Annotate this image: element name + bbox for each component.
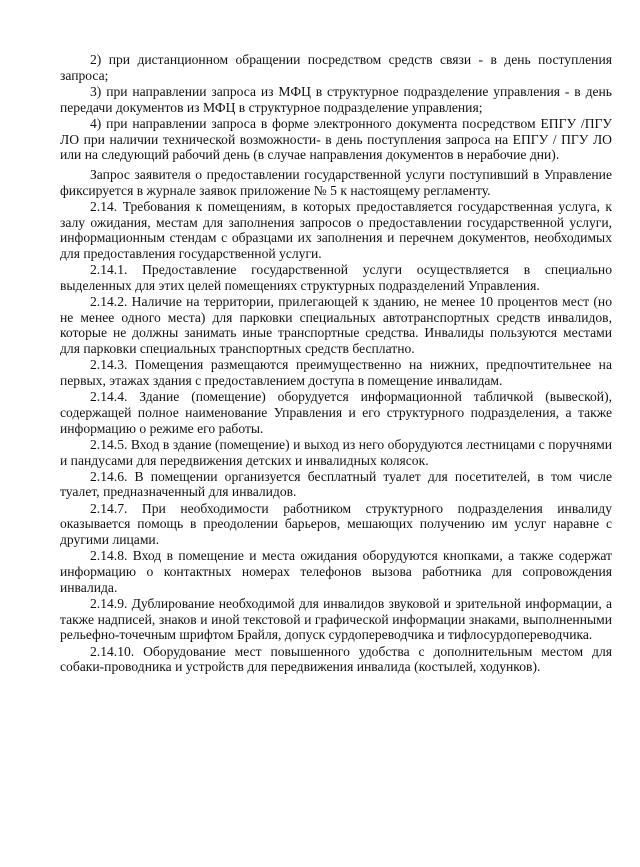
paragraph-2-14-1: 2.14.1. Предоставление государственной услуги осуществляется в специально выделенных для этих целей помещениях структурных подразделений Управления. bbox=[60, 262, 612, 293]
paragraph-2-14-7: 2.14.7. При необходимости работником структурного подразделения инвалиду оказывается помощь в преодолении барьеров, мешающих получению им услуг наравне с другими лицами. bbox=[60, 500, 612, 548]
paragraph-remote-request: 2) при дистанционном обращении посредством средств связи - в день поступления запроса; bbox=[60, 52, 612, 83]
paragraph-2-14-3: 2.14.3. Помещения размещаются преимущественно на нижних, предпочтительнее на первых, этажах здания с предоставлением доступа в помещение инвалидам. bbox=[60, 357, 612, 389]
paragraph-mfc-request: 3) при направлении запроса из МФЦ в структурное подразделение управления - в день передачи документов из МФЦ в структурное подразделение управления; bbox=[60, 83, 612, 115]
paragraph-2-14-9: 2.14.9. Дублирование необходимой для инвалидов звуковой и зрительной информации, а также надписей, знаков и иной текстовой и графической информации знаками, выполненными рельефно-точечным шрифтом Брайля, допуск сурдопереводчика и тифлосурдопереводчика. bbox=[60, 595, 612, 643]
document-page bbox=[60, 52, 612, 675]
paragraph-2-14-6: 2.14.6. В помещении организуется бесплатный туалет для посетителей, в том числе туалет, предназначенный для инвалидов. bbox=[60, 468, 612, 500]
paragraph-2-14-4: 2.14.4. Здание (помещение) оборудуется информационной табличкой (вывеской), содержащей полное наименование Управления и его структурного подразделения, а также информацию о режиме его работы. bbox=[60, 389, 612, 436]
paragraph-2-14: 2.14. Требования к помещениям, в которых предоставляется государственная услуга, к залу ожидания, местам для заполнения запросов о предоставлении государственной услуги, информационным стендам с образцами их заполнения и перечнем документов, необходимых для предоставления государственной услуги. bbox=[60, 198, 612, 261]
paragraph-electronic-request: 4) при направлении запроса в форме электронного документа посредством ЕПГУ /ПГУ ЛО при наличии технической возможности- в день поступления запроса на ЕПГУ / ПГУ ЛО или на следующий рабочий день (в случае направления документов в нерабочие дни). bbox=[60, 115, 612, 163]
paragraph-2-14-2: 2.14.2. Наличие на территории, прилегающей к зданию, не менее 10 процентов мест (но не менее одного места) для парковки специальных автотранспортных средств инвалидов, которые не должны занимать иные транспортные средства. Инвалиды пользуются местами для парковки специальных транспортных средств бесплатно. bbox=[60, 294, 612, 357]
paragraph-2-14-5: 2.14.5. Вход в здание (помещение) и выход из него оборудуются лестницами с поручнями и пандусами для передвижения детских и инвалидных колясок. bbox=[60, 436, 612, 468]
paragraph-request-registration: Запрос заявителя о предоставлении государственной услуги поступивший в Управление фиксируется в журнале заявок приложение № 5 к настоящему регламенту. bbox=[60, 166, 612, 198]
paragraph-2-14-10: 2.14.10. Оборудование мест повышенного удобства с дополнительным местом для собаки-проводника и устройств для передвижения инвалида (костылей, ходунков). bbox=[60, 643, 612, 675]
paragraph-2-14-8: 2.14.8. Вход в помещение и места ожидания оборудуются кнопками, а также содержат информацию о контактных номерах телефонов вызова работника для сопровождения инвалида. bbox=[60, 548, 612, 595]
